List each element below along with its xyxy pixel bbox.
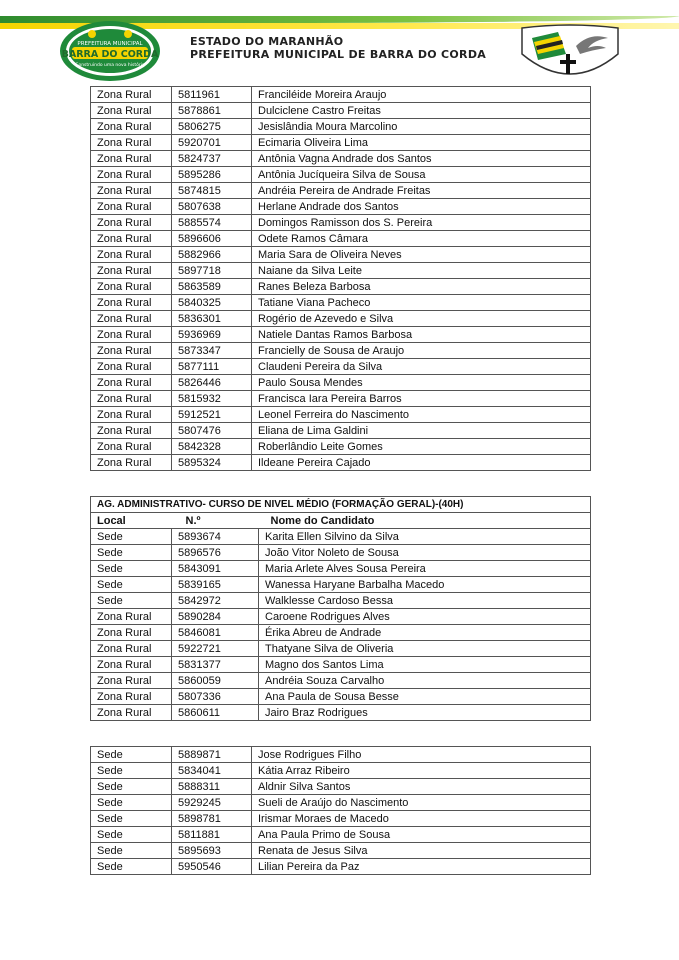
cell-local: Sede (91, 843, 172, 859)
table-row (91, 199, 591, 215)
cell-number: 5885574 (172, 215, 252, 231)
cell-local: Zona Rural (91, 391, 172, 407)
cell-name: Andréia Souza Carvalho (259, 673, 591, 689)
header-text (190, 35, 486, 61)
cell-name: Dulciclene Castro Freitas (252, 103, 591, 119)
table-row (91, 705, 591, 721)
cell-name: Claudeni Pereira da Silva (252, 359, 591, 375)
cell-number: 5897718 (172, 263, 252, 279)
cell-local: Sede (91, 795, 172, 811)
cell-name: João Vitor Noleto de Sousa (259, 545, 591, 561)
cell-name: Leonel Ferreira do Nascimento (252, 407, 591, 423)
cell-local: Zona Rural (91, 423, 172, 439)
svg-text:BARRA DO CORDA: BARRA DO CORDA (61, 49, 159, 60)
cell-number: 5842972 (172, 593, 259, 609)
cell-name: Ranes Beleza Barbosa (252, 279, 591, 295)
cell-name: Walklesse Cardoso Bessa (259, 593, 591, 609)
cell-number: 5863589 (172, 279, 252, 295)
barra-do-corda-logo (58, 20, 162, 82)
cell-local: Sede (91, 779, 172, 795)
cell-number: 5836301 (172, 311, 252, 327)
page-header (0, 0, 679, 82)
cell-name: Renata de Jesus Silva (252, 843, 591, 859)
cell-name: Aldnir Silva Santos (252, 779, 591, 795)
cell-number: 5896576 (172, 545, 259, 561)
cell-local: Zona Rural (91, 87, 172, 103)
cell-number: 5839165 (172, 577, 259, 593)
cell-name: Ildeane Pereira Cajado (252, 455, 591, 471)
table-row (91, 827, 591, 843)
cell-local: Zona Rural (91, 327, 172, 343)
table-row (91, 295, 591, 311)
candidates-table-3 (90, 746, 591, 875)
table-title: AG. ADMINISTRATIVO- CURSO DE NIVEL MÉDIO (FORMAÇÃO GERAL)-(40H) (91, 497, 591, 513)
cell-name: Odete Ramos Câmara (252, 231, 591, 247)
table-row (91, 455, 591, 471)
table-row (91, 811, 591, 827)
cell-number: 5920701 (172, 135, 252, 151)
cell-name: Maria Arlete Alves Sousa Pereira (259, 561, 591, 577)
table-row (91, 279, 591, 295)
cell-number: 5893674 (172, 529, 259, 545)
cell-number: 5922721 (172, 641, 259, 657)
cell-name: Karita Ellen Silvino da Silva (259, 529, 591, 545)
coat-of-arms-icon (518, 24, 622, 80)
cell-local: Sede (91, 747, 172, 763)
cell-number: 5912521 (172, 407, 252, 423)
cell-number: 5929245 (172, 795, 252, 811)
cell-number: 5878861 (172, 103, 252, 119)
table-row (91, 311, 591, 327)
cell-local: Zona Rural (91, 407, 172, 423)
table-row (91, 231, 591, 247)
table-row (91, 183, 591, 199)
cell-local: Zona Rural (91, 199, 172, 215)
cell-name: Naiane da Silva Leite (252, 263, 591, 279)
table-row (91, 407, 591, 423)
cell-number: 5831377 (172, 657, 259, 673)
table-row (91, 561, 591, 577)
cell-local: Sede (91, 811, 172, 827)
cell-local: Zona Rural (91, 295, 172, 311)
cell-number: 5811961 (172, 87, 252, 103)
cell-number: 5888311 (172, 779, 252, 795)
cell-local: Zona Rural (91, 103, 172, 119)
cell-local: Zona Rural (91, 375, 172, 391)
cell-name: Lilian Pereira da Paz (252, 859, 591, 875)
cell-name: Ana Paula Primo de Sousa (252, 827, 591, 843)
cell-local: Zona Rural (91, 359, 172, 375)
cell-name: Antônia Vagna Andrade dos Santos (252, 151, 591, 167)
cell-name: Jose Rodrigues Filho (252, 747, 591, 763)
cell-number: 5882966 (172, 247, 252, 263)
cell-local: Sede (91, 577, 172, 593)
candidates-table-2 (90, 496, 591, 721)
cell-number: 5898781 (172, 811, 252, 827)
cell-name: Herlane Andrade dos Santos (252, 199, 591, 215)
cell-local: Zona Rural (91, 657, 172, 673)
cell-local: Zona Rural (91, 311, 172, 327)
cell-local: Sede (91, 561, 172, 577)
cell-name: Thatyane Silva de Oliveria (259, 641, 591, 657)
cell-number: 5873347 (172, 343, 252, 359)
cell-name: Francielly de Sousa de Araujo (252, 343, 591, 359)
cell-local: Sede (91, 763, 172, 779)
cell-local: Sede (91, 529, 172, 545)
table-row (91, 167, 591, 183)
table-row (91, 375, 591, 391)
cell-local: Zona Rural (91, 247, 172, 263)
table-row (91, 843, 591, 859)
cell-name: Eliana de Lima Galdini (252, 423, 591, 439)
cell-number: 5950546 (172, 859, 252, 875)
cell-number: 5890284 (172, 609, 259, 625)
table-row (91, 747, 591, 763)
cell-number: 5807476 (172, 423, 252, 439)
cell-name: Andréia Pereira de Andrade Freitas (252, 183, 591, 199)
cell-name: Domingos Ramisson dos S. Pereira (252, 215, 591, 231)
cell-number: 5824737 (172, 151, 252, 167)
cell-local: Zona Rural (91, 455, 172, 471)
table-row (91, 689, 591, 705)
cell-local: Zona Rural (91, 135, 172, 151)
cell-name: Jairo Braz Rodrigues (259, 705, 591, 721)
table-row (91, 625, 591, 641)
cell-name: Roberlândio Leite Gomes (252, 439, 591, 455)
table-row (91, 529, 591, 545)
cell-number: 5860059 (172, 673, 259, 689)
cell-number: 5860611 (172, 705, 259, 721)
cell-number: 5895324 (172, 455, 252, 471)
column-header-name: Nome do Candidato (259, 513, 591, 529)
candidates-table-1 (90, 86, 591, 471)
cell-local: Zona Rural (91, 609, 172, 625)
cell-number: 5811881 (172, 827, 252, 843)
cell-name: Sueli de Araújo do Nascimento (252, 795, 591, 811)
cell-number: 5889871 (172, 747, 252, 763)
cell-local: Zona Rural (91, 279, 172, 295)
cell-name: Wanessa Haryane Barbalha Macedo (259, 577, 591, 593)
cell-name: Natiele Dantas Ramos Barbosa (252, 327, 591, 343)
cell-number: 5896606 (172, 231, 252, 247)
cell-local: Zona Rural (91, 705, 172, 721)
table-row (91, 135, 591, 151)
column-header-number: N.º (172, 513, 259, 529)
cell-name: Irismar Moraes de Macedo (252, 811, 591, 827)
state-name: ESTADO DO MARANHÃO (190, 35, 344, 48)
cell-name: Antônia Jucíqueira Silva de Sousa (252, 167, 591, 183)
cell-local: Zona Rural (91, 343, 172, 359)
table-row (91, 439, 591, 455)
cell-name: Kátia Arraz Ribeiro (252, 763, 591, 779)
cell-name: Jesislândia Moura Marcolino (252, 119, 591, 135)
table-row (91, 263, 591, 279)
table-row (91, 577, 591, 593)
table-row (91, 673, 591, 689)
cell-number: 5842328 (172, 439, 252, 455)
cell-local: Zona Rural (91, 183, 172, 199)
cell-number: 5815932 (172, 391, 252, 407)
cell-local: Sede (91, 859, 172, 875)
cell-local: Zona Rural (91, 119, 172, 135)
table-row (91, 795, 591, 811)
column-header-local: Local (91, 513, 172, 529)
cell-name: Franciléide Moreira Araujo (252, 87, 591, 103)
table-header-row (91, 513, 591, 529)
table-row (91, 215, 591, 231)
table-row (91, 593, 591, 609)
table-row (91, 151, 591, 167)
table-row (91, 423, 591, 439)
cell-name: Tatiane Viana Pacheco (252, 295, 591, 311)
cell-number: 5806275 (172, 119, 252, 135)
cell-number: 5846081 (172, 625, 259, 641)
cell-name: Magno dos Santos Lima (259, 657, 591, 673)
cell-local: Sede (91, 545, 172, 561)
cell-local: Sede (91, 593, 172, 609)
cell-local: Zona Rural (91, 151, 172, 167)
svg-text:Construindo uma nova história: Construindo uma nova história (75, 63, 145, 68)
cell-local: Zona Rural (91, 625, 172, 641)
cell-number: 5826446 (172, 375, 252, 391)
table-row (91, 779, 591, 795)
table-row (91, 247, 591, 263)
cell-name: Francisca Iara Pereira Barros (252, 391, 591, 407)
cell-local: Zona Rural (91, 167, 172, 183)
table-row (91, 103, 591, 119)
cell-name: Rogério de Azevedo e Silva (252, 311, 591, 327)
table-row (91, 657, 591, 673)
prefecture-name: PREFEITURA MUNICIPAL DE BARRA DO CORDA (190, 48, 487, 61)
cell-local: Zona Rural (91, 673, 172, 689)
cell-name: Paulo Sousa Mendes (252, 375, 591, 391)
cell-name: Maria Sara de Oliveira Neves (252, 247, 591, 263)
cell-number: 5807638 (172, 199, 252, 215)
table-row (91, 343, 591, 359)
svg-text:PREFEITURA MUNICIPAL: PREFEITURA MUNICIPAL (77, 41, 143, 47)
cell-local: Zona Rural (91, 439, 172, 455)
cell-local: Sede (91, 827, 172, 843)
cell-number: 5936969 (172, 327, 252, 343)
table-row (91, 327, 591, 343)
table-row (91, 859, 591, 875)
cell-name: Ana Paula de Sousa Besse (259, 689, 591, 705)
cell-number: 5895286 (172, 167, 252, 183)
cell-number: 5840325 (172, 295, 252, 311)
cell-name: Érika Abreu de Andrade (259, 625, 591, 641)
table-title-row (91, 497, 591, 513)
table-row (91, 119, 591, 135)
cell-local: Zona Rural (91, 231, 172, 247)
cell-name: Ecimaria Oliveira Lima (252, 135, 591, 151)
cell-local: Zona Rural (91, 263, 172, 279)
table-row (91, 641, 591, 657)
cell-number: 5807336 (172, 689, 259, 705)
cell-local: Zona Rural (91, 641, 172, 657)
cell-name: Caroene Rodrigues Alves (259, 609, 591, 625)
cell-number: 5895693 (172, 843, 252, 859)
cell-number: 5843091 (172, 561, 259, 577)
table-row (91, 359, 591, 375)
table-row (91, 87, 591, 103)
cell-local: Zona Rural (91, 215, 172, 231)
table-row (91, 763, 591, 779)
cell-number: 5874815 (172, 183, 252, 199)
table-row (91, 545, 591, 561)
table-row (91, 391, 591, 407)
table-row (91, 609, 591, 625)
cell-local: Zona Rural (91, 689, 172, 705)
cell-number: 5877111 (172, 359, 252, 375)
cell-number: 5834041 (172, 763, 252, 779)
